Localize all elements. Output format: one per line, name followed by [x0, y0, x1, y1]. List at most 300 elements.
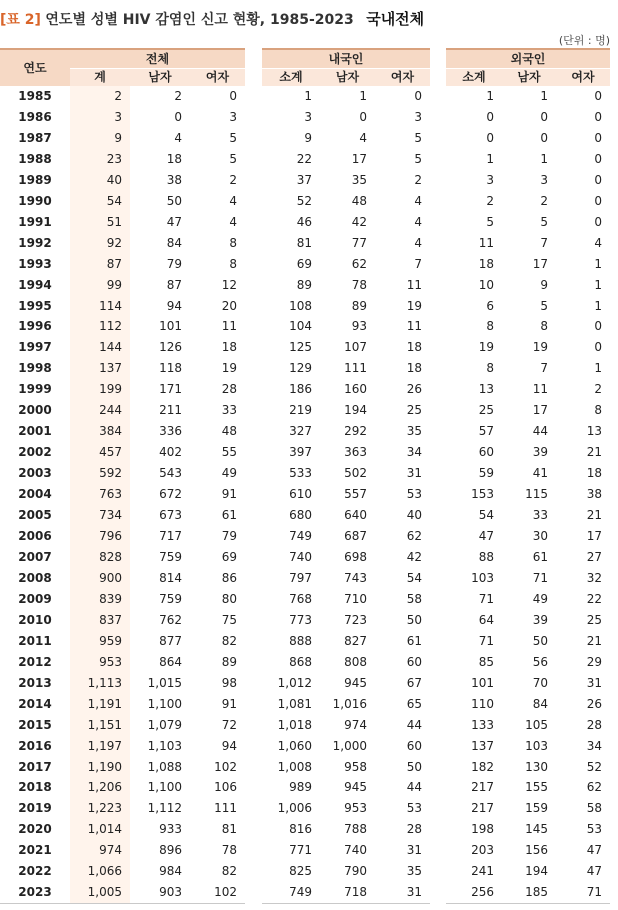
cell-foreign-female: 1	[594, 298, 602, 313]
cell-total-male: 1,112	[147, 801, 182, 816]
table-row	[0, 442, 245, 463]
cell-domestic-female: 19	[406, 298, 422, 313]
cell-foreign-sum: 10	[478, 277, 494, 292]
table-row	[0, 673, 245, 694]
cell-foreign-female: 0	[594, 193, 602, 208]
table-row	[446, 463, 610, 484]
cell-domestic-female: 67	[406, 675, 422, 690]
cell-foreign-male: 9	[540, 277, 548, 292]
cell-foreign-male: 19	[532, 340, 548, 355]
table-row	[262, 882, 430, 903]
cell-foreign-male: 50	[532, 633, 548, 648]
cell-total-male: 18	[166, 151, 182, 166]
table-row	[262, 484, 430, 505]
cell-total-sum: 953	[70, 652, 130, 673]
cell-total-male: 759	[159, 591, 182, 606]
table-caption	[0, 8, 424, 30]
table-row	[0, 547, 245, 568]
cell-domestic-female: 53	[406, 487, 422, 502]
cell-foreign-female: 13	[586, 424, 602, 439]
cell-foreign-male: 1	[540, 89, 548, 103]
cell-foreign-female: 52	[586, 759, 602, 774]
cell-foreign-female: 32	[586, 570, 602, 585]
group-header-total: 전체	[70, 49, 245, 69]
cell-total-male: 118	[159, 361, 182, 376]
cell-domestic-female: 65	[406, 696, 422, 711]
cell-total-sum: 1,005	[70, 882, 130, 903]
table-row	[262, 275, 430, 296]
cell-foreign-sum: 3	[486, 172, 494, 187]
cell-foreign-sum: 110	[471, 696, 494, 711]
cell-foreign-sum: 19	[478, 340, 494, 355]
cell-foreign-sum: 88	[478, 549, 494, 564]
cell-total-sum: 1,190	[70, 757, 130, 778]
cell-foreign-female: 0	[594, 151, 602, 166]
cell-year: 1992	[18, 235, 52, 250]
cell-total-male: 933	[159, 822, 182, 837]
cell-domestic-sum: 108	[289, 298, 312, 313]
cell-total-male: 0	[174, 109, 182, 124]
cell-domestic-male: 111	[344, 361, 367, 376]
col-header-domestic-male: 남자	[320, 69, 375, 87]
cell-domestic-female: 4	[414, 214, 422, 229]
cell-total-sum: 959	[70, 631, 130, 652]
cell-foreign-male: 155	[525, 780, 548, 795]
table-row	[0, 631, 245, 652]
cell-total-male: 903	[159, 885, 182, 900]
table-row	[262, 610, 430, 631]
table-row	[446, 547, 610, 568]
cell-total-sum: 87	[70, 254, 130, 275]
cell-total-sum: 112	[70, 316, 130, 337]
col-header-foreign-sum: 소계	[446, 69, 502, 87]
cell-domestic-male: 42	[351, 214, 367, 229]
cell-foreign-sum: 241	[471, 864, 494, 879]
cell-domestic-sum: 89	[296, 277, 312, 292]
cell-foreign-sum: 11	[478, 235, 494, 250]
table-row	[446, 819, 610, 840]
cell-total-sum: 40	[70, 170, 130, 191]
cell-total-sum: 974	[70, 840, 130, 861]
cell-domestic-male: 0	[359, 109, 367, 124]
cell-domestic-sum: 327	[289, 424, 312, 439]
cell-domestic-male: 698	[344, 549, 367, 564]
cell-domestic-sum: 1,081	[277, 696, 312, 711]
cell-foreign-female: 0	[594, 89, 602, 103]
table-row	[446, 149, 610, 170]
cell-domestic-male: 1,000	[332, 738, 367, 753]
cell-year: 2013	[18, 675, 52, 690]
cell-total-sum: 1,113	[70, 673, 130, 694]
table-title: 연도별 성별 HIV 감염인 신고 현황, 1985-2023	[45, 12, 354, 28]
cell-year: 1994	[18, 277, 52, 292]
cell-total-female: 28	[221, 382, 238, 397]
cell-total-sum: 137	[70, 358, 130, 379]
cell-total-female: 78	[221, 843, 238, 858]
cell-foreign-male: 145	[525, 822, 548, 837]
cell-domestic-sum: 771	[289, 843, 312, 858]
table-row	[446, 275, 610, 296]
cell-total-female: 94	[221, 738, 238, 753]
cell-domestic-sum: 1,012	[277, 675, 312, 690]
cell-year: 2019	[18, 801, 52, 816]
cell-foreign-female: 1	[594, 361, 602, 376]
cell-total-male: 1,100	[147, 780, 182, 795]
cell-total-female: 4	[229, 214, 238, 229]
cell-domestic-male: 974	[344, 717, 367, 732]
cell-total-female: 69	[221, 549, 238, 564]
cell-total-sum: 114	[70, 296, 130, 317]
cell-domestic-male: 710	[344, 591, 367, 606]
foreign-table	[446, 48, 610, 904]
cell-year: 1997	[18, 340, 52, 355]
cell-total-female: 18	[221, 340, 238, 355]
table-row	[446, 421, 610, 442]
table-row	[262, 233, 430, 254]
table-row	[0, 484, 245, 505]
cell-total-sum: 900	[70, 568, 130, 589]
cell-year: 2006	[18, 529, 52, 544]
col-header-domestic-sum: 소계	[262, 69, 320, 87]
cell-total-male: 87	[166, 277, 182, 292]
table-row	[262, 421, 430, 442]
cell-domestic-male: 78	[351, 277, 367, 292]
cell-year: 1985	[18, 89, 52, 103]
cell-year: 1988	[18, 151, 52, 166]
cell-domestic-female: 44	[406, 780, 422, 795]
table-row	[446, 652, 610, 673]
cell-total-sum: 1,197	[70, 736, 130, 757]
cell-domestic-sum: 1	[304, 89, 312, 103]
cell-foreign-male: 185	[525, 885, 548, 900]
cell-foreign-sum: 71	[478, 591, 494, 606]
table-row	[262, 212, 430, 233]
cell-domestic-male: 502	[344, 466, 367, 481]
table-subtitle: 국내전체	[366, 10, 425, 28]
cell-foreign-female: 31	[586, 675, 602, 690]
cell-domestic-sum: 186	[289, 382, 312, 397]
table-row	[446, 736, 610, 757]
cell-total-sum: 1,066	[70, 861, 130, 882]
table-row	[262, 526, 430, 547]
table-row	[0, 421, 245, 442]
cell-total-male: 94	[166, 298, 182, 313]
table-row	[446, 358, 610, 379]
cell-foreign-female: 4	[594, 235, 602, 250]
cell-total-male: 896	[159, 843, 182, 858]
table-row	[0, 861, 245, 882]
table-row	[0, 149, 245, 170]
cell-total-sum: 9	[70, 128, 130, 149]
cell-foreign-male: 70	[532, 675, 548, 690]
table-row	[262, 673, 430, 694]
cell-domestic-female: 62	[406, 529, 422, 544]
cell-total-female: 33	[221, 403, 238, 418]
cell-domestic-sum: 816	[289, 822, 312, 837]
table-row	[262, 840, 430, 861]
cell-year: 2016	[18, 738, 52, 753]
cell-year: 1998	[18, 361, 52, 376]
table-row	[446, 777, 610, 798]
cell-year: 2017	[18, 759, 52, 774]
cell-domestic-female: 5	[414, 130, 422, 145]
cell-domestic-male: 945	[344, 675, 367, 690]
cell-foreign-sum: 0	[486, 109, 494, 124]
cell-foreign-sum: 59	[478, 466, 494, 481]
cell-year: 1991	[18, 214, 52, 229]
cell-total-sum: 99	[70, 275, 130, 296]
cell-foreign-male: 41	[532, 466, 548, 481]
cell-domestic-female: 54	[406, 570, 422, 585]
cell-domestic-male: 958	[344, 759, 367, 774]
cell-total-sum: 54	[70, 191, 130, 212]
table-row	[446, 484, 610, 505]
cell-foreign-sum: 182	[471, 759, 494, 774]
cell-year: 2007	[18, 549, 52, 564]
block-total	[0, 48, 245, 904]
cell-foreign-sum: 71	[478, 633, 494, 648]
cell-domestic-sum: 46	[296, 214, 312, 229]
cell-total-female: 79	[221, 529, 238, 544]
table-row	[446, 840, 610, 861]
cell-total-male: 38	[166, 172, 182, 187]
table-row	[446, 610, 610, 631]
cell-total-sum: 1,014	[70, 819, 130, 840]
table-row	[262, 107, 430, 128]
cell-domestic-female: 31	[406, 843, 422, 858]
cell-total-male: 126	[159, 340, 182, 355]
cell-foreign-sum: 64	[478, 612, 494, 627]
table-row	[262, 254, 430, 275]
table-row	[0, 316, 245, 337]
table-row	[446, 589, 610, 610]
cell-foreign-sum: 8	[486, 361, 494, 376]
table-row	[262, 191, 430, 212]
cell-year: 2004	[18, 487, 52, 502]
cell-total-sum: 244	[70, 400, 130, 421]
cell-year: 2012	[18, 654, 52, 669]
cell-total-female: 89	[221, 654, 238, 669]
cell-domestic-sum: 989	[289, 780, 312, 795]
cell-domestic-sum: 1,006	[277, 801, 312, 816]
col-header-foreign-female: 여자	[556, 69, 610, 87]
cell-foreign-male: 44	[532, 424, 548, 439]
cell-year: 1999	[18, 382, 52, 397]
cell-year: 1990	[18, 193, 52, 208]
cell-domestic-sum: 397	[289, 445, 312, 460]
table-row	[446, 757, 610, 778]
table-row	[262, 694, 430, 715]
cell-year: 2022	[18, 864, 52, 879]
cell-domestic-sum: 52	[296, 193, 312, 208]
cell-total-male: 171	[159, 382, 182, 397]
cell-year: 2010	[18, 612, 52, 627]
cell-domestic-sum: 797	[289, 570, 312, 585]
cell-foreign-male: 3	[540, 172, 548, 187]
cell-domestic-sum: 37	[296, 172, 312, 187]
cell-foreign-sum: 5	[486, 214, 494, 229]
cell-domestic-sum: 1,018	[277, 717, 312, 732]
table-row	[0, 337, 245, 358]
table-row	[0, 275, 245, 296]
cell-foreign-sum: 13	[478, 382, 494, 397]
cell-total-male: 1,079	[147, 717, 182, 732]
cell-foreign-male: 56	[532, 654, 548, 669]
cell-domestic-female: 35	[406, 864, 422, 879]
table-row	[0, 526, 245, 547]
table-row	[446, 442, 610, 463]
cell-foreign-sum: 133	[471, 717, 494, 732]
cell-foreign-female: 1	[594, 277, 602, 292]
cell-domestic-sum: 69	[296, 256, 312, 271]
cell-total-female: 80	[221, 591, 238, 606]
table-row	[446, 107, 610, 128]
cell-total-male: 402	[159, 445, 182, 460]
table-row	[0, 107, 245, 128]
cell-total-sum: 199	[70, 379, 130, 400]
cell-total-sum: 2	[70, 86, 130, 107]
cell-total-female: 20	[221, 298, 238, 313]
table-row	[262, 547, 430, 568]
cell-foreign-female: 17	[586, 529, 602, 544]
cell-total-male: 2	[174, 89, 182, 103]
cell-foreign-male: 7	[540, 235, 548, 250]
cell-foreign-female: 0	[594, 214, 602, 229]
col-header-total-sum: 계	[70, 69, 130, 87]
table-row	[262, 757, 430, 778]
cell-domestic-sum: 740	[289, 549, 312, 564]
cell-total-female: 102	[214, 885, 238, 900]
cell-total-female: 5	[229, 151, 238, 166]
cell-total-sum: 796	[70, 526, 130, 547]
cell-domestic-sum: 125	[289, 340, 312, 355]
cell-domestic-female: 60	[406, 654, 422, 669]
cell-foreign-female: 18	[586, 466, 602, 481]
cell-domestic-female: 40	[406, 508, 422, 523]
table-row	[446, 526, 610, 547]
cell-year: 2009	[18, 591, 52, 606]
table-row	[0, 882, 245, 903]
cell-domestic-male: 62	[351, 256, 367, 271]
cell-foreign-female: 38	[586, 487, 602, 502]
cell-domestic-sum: 3	[304, 109, 312, 124]
table-row	[262, 379, 430, 400]
cell-domestic-male: 107	[344, 340, 367, 355]
cell-total-male: 762	[159, 612, 182, 627]
cell-total-sum: 734	[70, 505, 130, 526]
table-row	[0, 400, 245, 421]
cell-foreign-female: 0	[594, 172, 602, 187]
cell-year: 1995	[18, 298, 52, 313]
table-row	[0, 128, 245, 149]
group-header-domestic: 내국인	[262, 49, 430, 69]
cell-foreign-sum: 25	[478, 403, 494, 418]
cell-total-sum: 51	[70, 212, 130, 233]
col-header-total-female: 여자	[190, 69, 245, 87]
cell-foreign-sum: 203	[471, 843, 494, 858]
table-row	[446, 631, 610, 652]
table-row	[446, 882, 610, 903]
cell-domestic-male: 788	[344, 822, 367, 837]
table-row	[446, 673, 610, 694]
table-row	[0, 212, 245, 233]
cell-foreign-male: 11	[532, 382, 548, 397]
table-row	[0, 589, 245, 610]
table-row	[446, 379, 610, 400]
cell-total-female: 8	[229, 235, 238, 250]
table-row	[262, 631, 430, 652]
cell-domestic-male: 1	[359, 89, 367, 103]
cell-foreign-female: 0	[594, 319, 602, 334]
cell-domestic-male: 292	[344, 424, 367, 439]
cell-year: 1987	[18, 130, 52, 145]
cell-total-sum: 837	[70, 610, 130, 631]
col-header-total-male: 남자	[130, 69, 190, 87]
table-row	[262, 149, 430, 170]
table-row	[0, 840, 245, 861]
cell-domestic-female: 61	[406, 633, 422, 648]
cell-domestic-sum: 22	[296, 151, 312, 166]
table-row	[446, 568, 610, 589]
cell-total-female: 106	[214, 780, 238, 795]
cell-domestic-female: 25	[406, 403, 422, 418]
cell-domestic-male: 827	[344, 633, 367, 648]
cell-domestic-male: 557	[344, 487, 367, 502]
cell-total-sum: 1,191	[70, 694, 130, 715]
table-row	[446, 170, 610, 191]
cell-domestic-sum: 773	[289, 612, 312, 627]
cell-foreign-sum: 1	[486, 151, 494, 166]
cell-foreign-sum: 198	[471, 822, 494, 837]
cell-total-male: 211	[159, 403, 182, 418]
cell-domestic-male: 77	[351, 235, 367, 250]
cell-domestic-male: 194	[344, 403, 367, 418]
cell-total-sum: 457	[70, 442, 130, 463]
cell-domestic-sum: 825	[289, 864, 312, 879]
col-header-foreign-male: 남자	[502, 69, 556, 87]
cell-domestic-female: 18	[406, 340, 422, 355]
cell-total-sum: 763	[70, 484, 130, 505]
cell-year: 2023	[18, 885, 52, 900]
cell-foreign-female: 26	[586, 696, 602, 711]
cell-total-male: 1,100	[147, 696, 182, 711]
cell-domestic-female: 26	[406, 382, 422, 397]
cell-domestic-male: 1,016	[332, 696, 367, 711]
cell-total-male: 543	[159, 466, 182, 481]
cell-year: 2014	[18, 696, 52, 711]
table-row	[0, 819, 245, 840]
cell-foreign-sum: 217	[471, 780, 494, 795]
table-row	[0, 358, 245, 379]
cell-total-male: 864	[159, 654, 182, 669]
cell-total-sum: 3	[70, 107, 130, 128]
year-header: 연도	[0, 49, 70, 86]
table-row	[0, 379, 245, 400]
cell-domestic-sum: 533	[289, 466, 312, 481]
table-row	[0, 757, 245, 778]
table-row	[262, 736, 430, 757]
table-row	[262, 652, 430, 673]
cell-year: 2003	[18, 466, 52, 481]
cell-domestic-female: 0	[414, 89, 422, 103]
cell-foreign-male: 7	[540, 361, 548, 376]
cell-total-female: 55	[221, 445, 238, 460]
cell-foreign-male: 1	[540, 151, 548, 166]
cell-domestic-female: 42	[406, 549, 422, 564]
cell-domestic-male: 953	[344, 801, 367, 816]
cell-total-female: 98	[221, 675, 238, 690]
table-row	[446, 296, 610, 317]
